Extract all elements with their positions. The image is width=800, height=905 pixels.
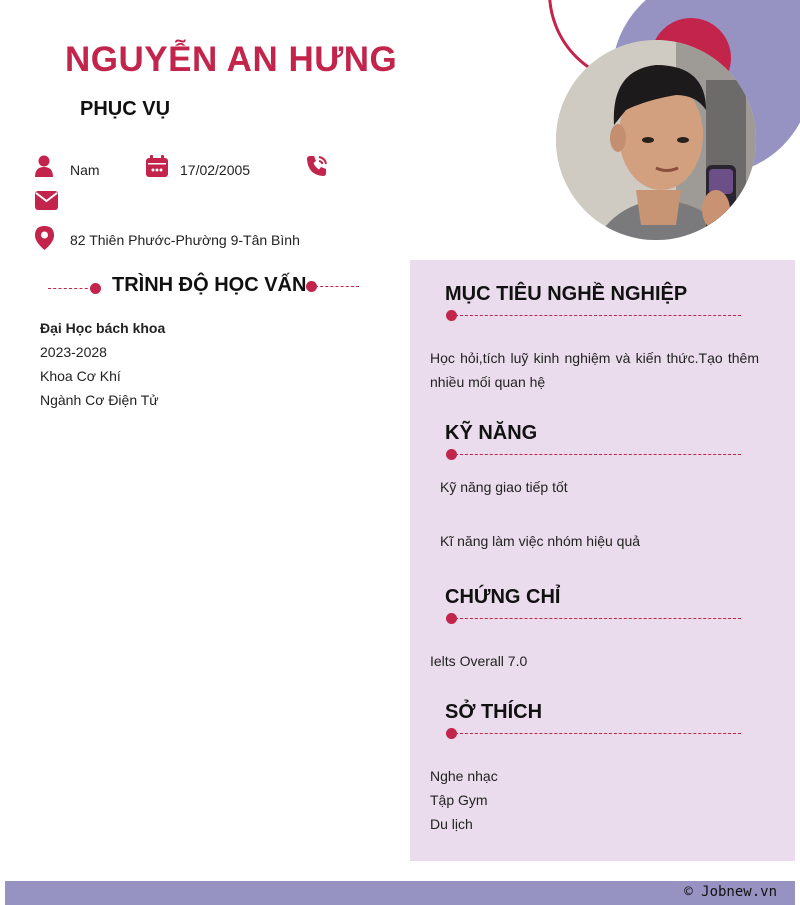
divider-right: [315, 286, 359, 287]
certificate-item: Ielts Overall 7.0: [430, 653, 528, 669]
address-value: 82 Thiên Phước-Phường 9-Tân Bình: [70, 232, 300, 248]
education-title: TRÌNH ĐỘ HỌC VẤN: [112, 274, 307, 296]
skill-item: Kỹ năng giao tiếp tốt: [440, 479, 568, 495]
hobby-item: Du lịch: [430, 816, 473, 832]
hobby-item: Nghe nhạc: [430, 768, 498, 784]
envelope-icon: [35, 190, 58, 211]
calendar-icon: [146, 155, 168, 177]
objective-text-line1: Học hỏi,tích luỹ kinh nghiệm và kiến thức.Tạo thêm: [430, 350, 759, 366]
phone-icon: [305, 154, 329, 178]
map-pin-icon: [35, 226, 54, 250]
divider-left: [48, 288, 93, 289]
skills-title: KỸ NĂNG: [445, 422, 538, 444]
hobbies-title: SỞ THÍCH: [445, 701, 543, 723]
hobby-item: Tập Gym: [430, 792, 488, 808]
section-divider: [455, 618, 741, 619]
study-years: 2023-2028: [40, 344, 107, 360]
profile-photo: [556, 40, 756, 240]
major: Ngành Cơ Điện Tử: [40, 392, 159, 408]
section-divider: [455, 454, 741, 455]
bullet-dot: [90, 283, 101, 294]
section-divider: [455, 315, 741, 316]
objective-text-line2: nhiều mối quan hệ: [430, 374, 546, 390]
user-icon: [35, 155, 53, 177]
job-position: PHỤC VỤ: [80, 98, 171, 120]
birthdate-value: 17/02/2005: [180, 162, 251, 178]
footer-bar: [5, 881, 795, 905]
footer-credit: © Jobnew.vn: [684, 884, 777, 900]
objective-title: MỤC TIÊU NGHỀ NGHIỆP: [445, 283, 688, 305]
gender-value: Nam: [70, 162, 100, 178]
candidate-name: NGUYỄN AN HƯNG: [65, 40, 398, 79]
certificates-title: CHỨNG CHỈ: [445, 586, 561, 608]
school-name: Đại Học bách khoa: [40, 320, 166, 336]
skill-item: Kĩ năng làm việc nhóm hiệu quả: [440, 533, 641, 549]
faculty: Khoa Cơ Khí: [40, 368, 121, 384]
section-divider: [455, 733, 741, 734]
